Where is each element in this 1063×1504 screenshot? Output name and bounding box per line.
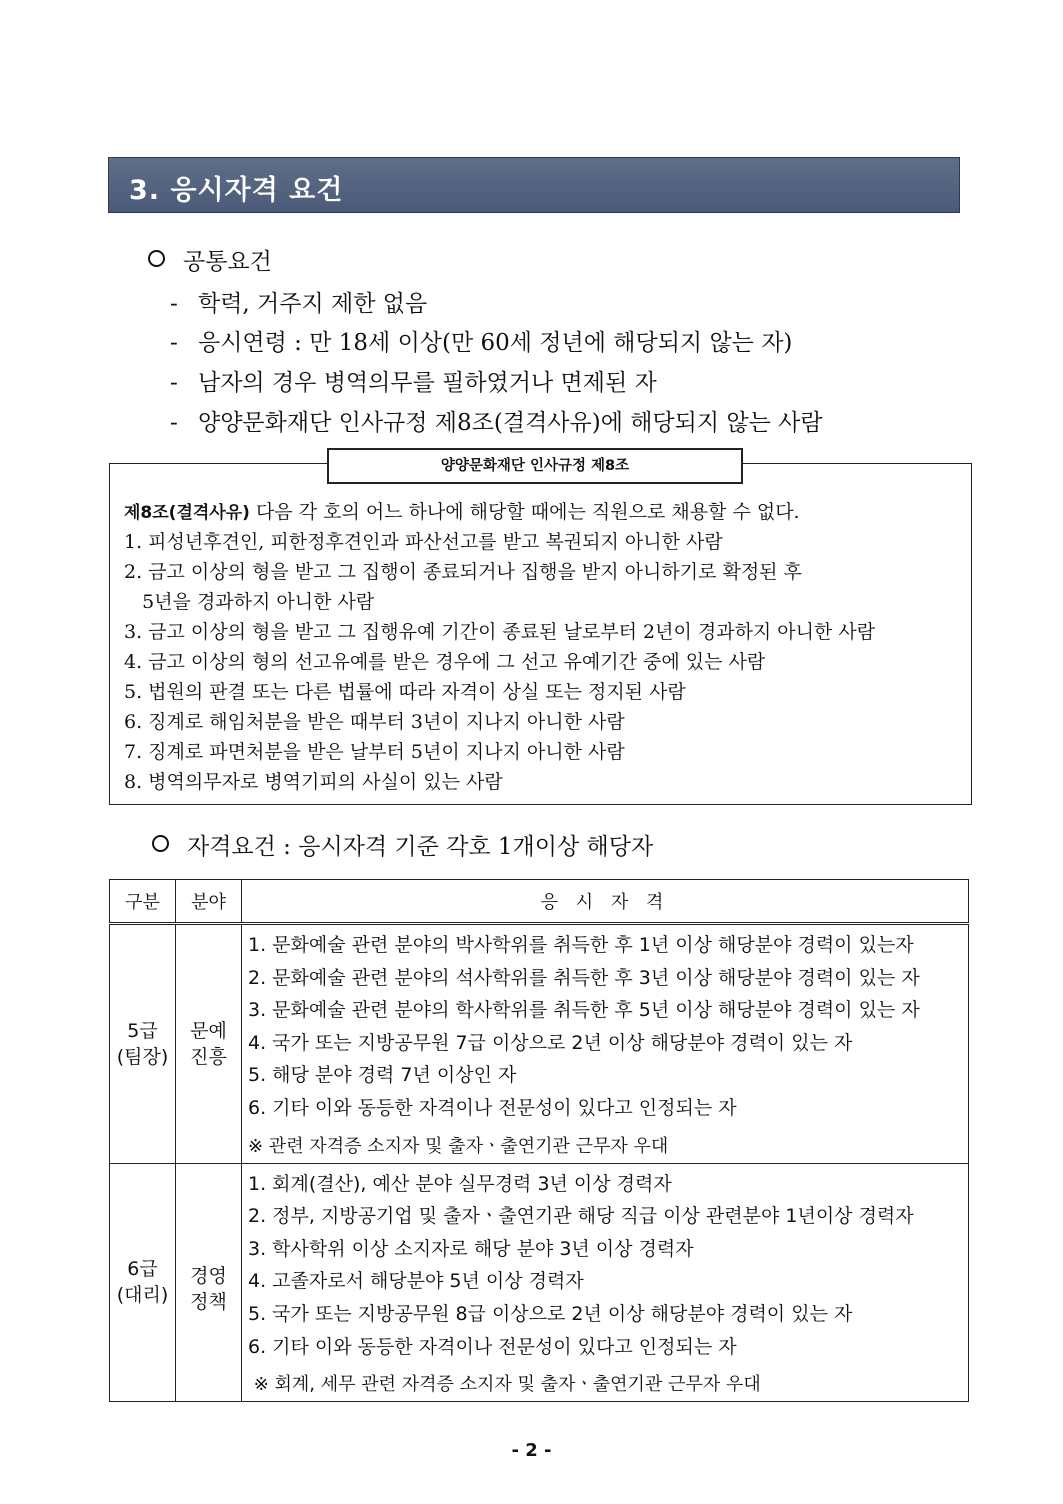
field-cell: 문예 진흥 <box>176 924 242 1164</box>
common-item: - 응시연령 : 만 18세 이상(만 60세 정년에 해당되지 않는 자) <box>170 330 793 356</box>
requirement-item: 5. 해당 분야 경력 7년 이상인 자 <box>248 1064 517 1087</box>
requirement-item: 6. 기타 이와 동등한 자격이나 전문성이 있다고 인정되는 자 <box>248 1096 737 1119</box>
requirement-item: 1. 문화예술 관련 분야의 박사학위를 취득한 후 1년 이상 해당분야 경력이 있는자 <box>248 934 914 956</box>
common-heading-text: 공통요건 <box>183 249 272 275</box>
requirement-item: 5. 국가 또는 지방공무원 8급 이상으로 2년 이상 해당분야 경력이 있는 자 <box>248 1302 853 1325</box>
qualification-heading-text: 자격요건 : 응시자격 기준 각호 1개이상 해당자 <box>187 834 654 860</box>
requirement-note: ※ 회계, 세무 관련 자격증 소지자 및 출자ㆍ출연기관 근무자 우대 <box>248 1374 761 1396</box>
requirement-item: 3. 문화예술 관련 분야의 학사학위를 취득한 후 5년 이상 해당분야 경력이 있는 자 <box>248 999 920 1022</box>
table-row <box>110 924 969 1164</box>
section-title: 3. 응시자격 요건 <box>129 175 344 206</box>
circle-bullet-icon <box>148 250 165 267</box>
requirement-item: 4. 국가 또는 지방공무원 7급 이상으로 2년 이상 해당분야 경력이 있는 자 <box>248 1031 853 1054</box>
common-heading <box>148 243 272 276</box>
regulation-line: 4. 금고 이상의 형의 선고유예를 받은 경우에 그 선고 유예기간 중에 있는 사람 <box>124 651 766 673</box>
common-item: - 남자의 경우 병역의무를 필하였거나 면제된 자 <box>170 370 657 396</box>
regulation-line: 2. 금고 이상의 형을 받고 그 집행이 종료되거나 집행을 받지 아니하기로 확정된 후 <box>124 561 802 583</box>
grade-cell: 5급 (팀장) <box>110 924 176 1164</box>
regulation-line: 7. 징계로 파면처분을 받은 날부터 5년이 지나지 아니한 사람 <box>124 741 625 763</box>
page-number: - 2 - <box>511 1440 552 1461</box>
requirement-item: 6. 기타 이와 동등한 자격이나 전문성이 있다고 인정되는 자 <box>248 1335 737 1358</box>
header-field: 분야 <box>176 880 242 924</box>
table-row <box>110 1163 969 1402</box>
article-intro: 다음 각 호의 어느 하나에 해당할 때에는 직원으로 채용할 수 없다. <box>249 501 800 523</box>
qualification-table <box>109 879 969 1402</box>
header-requirement: 응 시 자 격 <box>242 880 969 924</box>
requirement-cell <box>242 924 969 1164</box>
common-item: - 학력, 거주지 제한 없음 <box>170 291 428 317</box>
qualification-heading <box>152 828 653 861</box>
table-header-row <box>110 880 969 924</box>
section-header <box>108 157 960 213</box>
requirement-item: 4. 고졸자로서 해당분야 5년 이상 경력자 <box>248 1270 584 1293</box>
requirement-item: 1. 회계(결산), 예산 분야 실무경력 3년 이상 경력자 <box>248 1172 672 1195</box>
regulation-article <box>124 497 800 524</box>
regulation-line: 8. 병역의무자로 병역기피의 사실이 있는 사람 <box>124 771 503 793</box>
requirement-item: 3. 학사학위 이상 소지자로 해당 분야 3년 이상 경력자 <box>248 1237 694 1260</box>
regulation-line: 5년을 경과하지 아니한 사람 <box>124 591 375 613</box>
header-grade: 구분 <box>110 880 176 924</box>
common-item: - 양양문화재단 인사규정 제8조(결격사유)에 해당되지 않는 사람 <box>170 410 823 436</box>
requirement-cell <box>242 1163 969 1402</box>
regulation-line: 6. 징계로 해임처분을 받은 때부터 3년이 지나지 아니한 사람 <box>124 711 625 733</box>
grade-cell: 6급 (대리) <box>110 1163 176 1402</box>
article-title: 제8조(결격사유) <box>124 503 250 523</box>
circle-bullet-icon <box>152 835 169 852</box>
requirement-note: ※ 관련 자격증 소지자 및 출자ㆍ출연기관 근무자 우대 <box>248 1135 669 1157</box>
regulation-line: 1. 피성년후견인, 피한정후견인과 파산선고를 받고 복권되지 아니한 사람 <box>124 531 723 553</box>
requirement-item: 2. 문화예술 관련 분야의 석사학위를 취득한 후 3년 이상 해당분야 경력이 있는 자 <box>248 966 920 989</box>
regulation-line: 3. 금고 이상의 형을 받고 그 집행유예 기간이 종료된 날로부터 2년이 경과하지 아니한 사람 <box>124 621 876 643</box>
field-cell: 경영 정책 <box>176 1163 242 1402</box>
requirement-item: 2. 정부, 지방공기업 및 출자ㆍ출연기관 해당 직급 이상 관련분야 1년이상 경력자 <box>248 1205 914 1228</box>
regulation-label: 양양문화재단 인사규정 제8조 <box>327 448 743 484</box>
regulation-line: 5. 법원의 판결 또는 다른 법률에 따라 자격이 상실 또는 정지된 사람 <box>124 681 686 703</box>
